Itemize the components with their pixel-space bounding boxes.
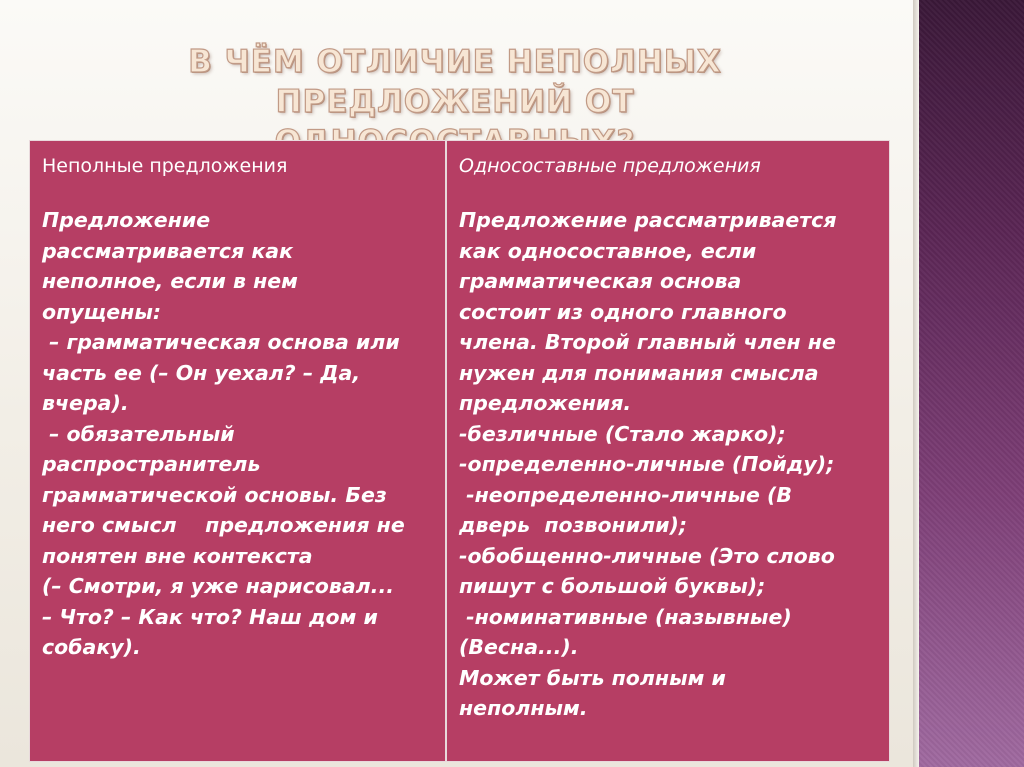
text-line: -неопределенно-личные (В — [459, 482, 793, 507]
text-line: грамматическая основа — [459, 269, 742, 293]
column-body-incomplete — [42, 205, 433, 663]
text-line: – грамматическая основа или — [42, 330, 400, 354]
text-line: собаку). — [42, 635, 141, 659]
text-line: (– Смотри, я уже нарисовал... — [42, 574, 395, 598]
text-line: Предложение — [42, 208, 211, 232]
text-line: часть ее (– Он уехал? – Да, — [42, 360, 361, 385]
text-line: неполным. — [459, 696, 588, 720]
text-line: понятен вне контекста — [42, 543, 313, 568]
text-line: члена. Второй главный член не — [459, 330, 836, 354]
table-column-one-member — [447, 141, 889, 761]
text-line: вчера). — [42, 391, 129, 415]
text-line: него смысл предложения не — [42, 513, 405, 537]
text-line: опущены: — [42, 299, 162, 324]
decorative-side-band — [919, 0, 1024, 767]
text-line: – обязательный — [42, 421, 235, 446]
text-line: Предложение рассматривается — [459, 208, 837, 232]
slide-title-line-1: В ЧЁМ ОТЛИЧИЕ НЕПОЛНЫХ ПРЕДЛОЖЕНИЙ ОТ — [188, 44, 722, 120]
text-line: (Весна...). — [459, 635, 579, 659]
text-line: распространитель — [42, 452, 261, 476]
text-line: – Что? – Как что? Наш дом и — [42, 604, 378, 629]
text-line: -определенно-личные (Пойду); — [459, 452, 835, 476]
text-line: Может быть полным и — [459, 665, 726, 690]
text-line: рассматривается как — [42, 238, 294, 263]
text-line: неполное, если в нем — [42, 269, 298, 293]
text-line: -номинативные (назывные) — [459, 604, 792, 629]
text-line: дверь позвонили); — [459, 513, 688, 537]
table-column-incomplete — [30, 141, 447, 761]
comparison-table — [29, 140, 890, 762]
column-header-incomplete: Неполные предложения — [42, 155, 288, 177]
text-line: предложения. — [459, 391, 632, 415]
text-line: -безличные (Стало жарко); — [459, 421, 786, 446]
text-line: состоит из одного главного — [459, 299, 787, 324]
text-line: -обобщенно-личные (Это слово — [459, 543, 835, 568]
text-line: как односоставное, если — [459, 238, 757, 263]
text-line: пишут с большой буквы); — [459, 574, 766, 598]
text-line: нужен для понимания смысла — [459, 360, 819, 385]
column-header-one-member: Односоставные предложения — [459, 155, 761, 177]
column-body-one-member — [459, 205, 877, 724]
text-line: грамматической основы. Без — [42, 482, 387, 507]
